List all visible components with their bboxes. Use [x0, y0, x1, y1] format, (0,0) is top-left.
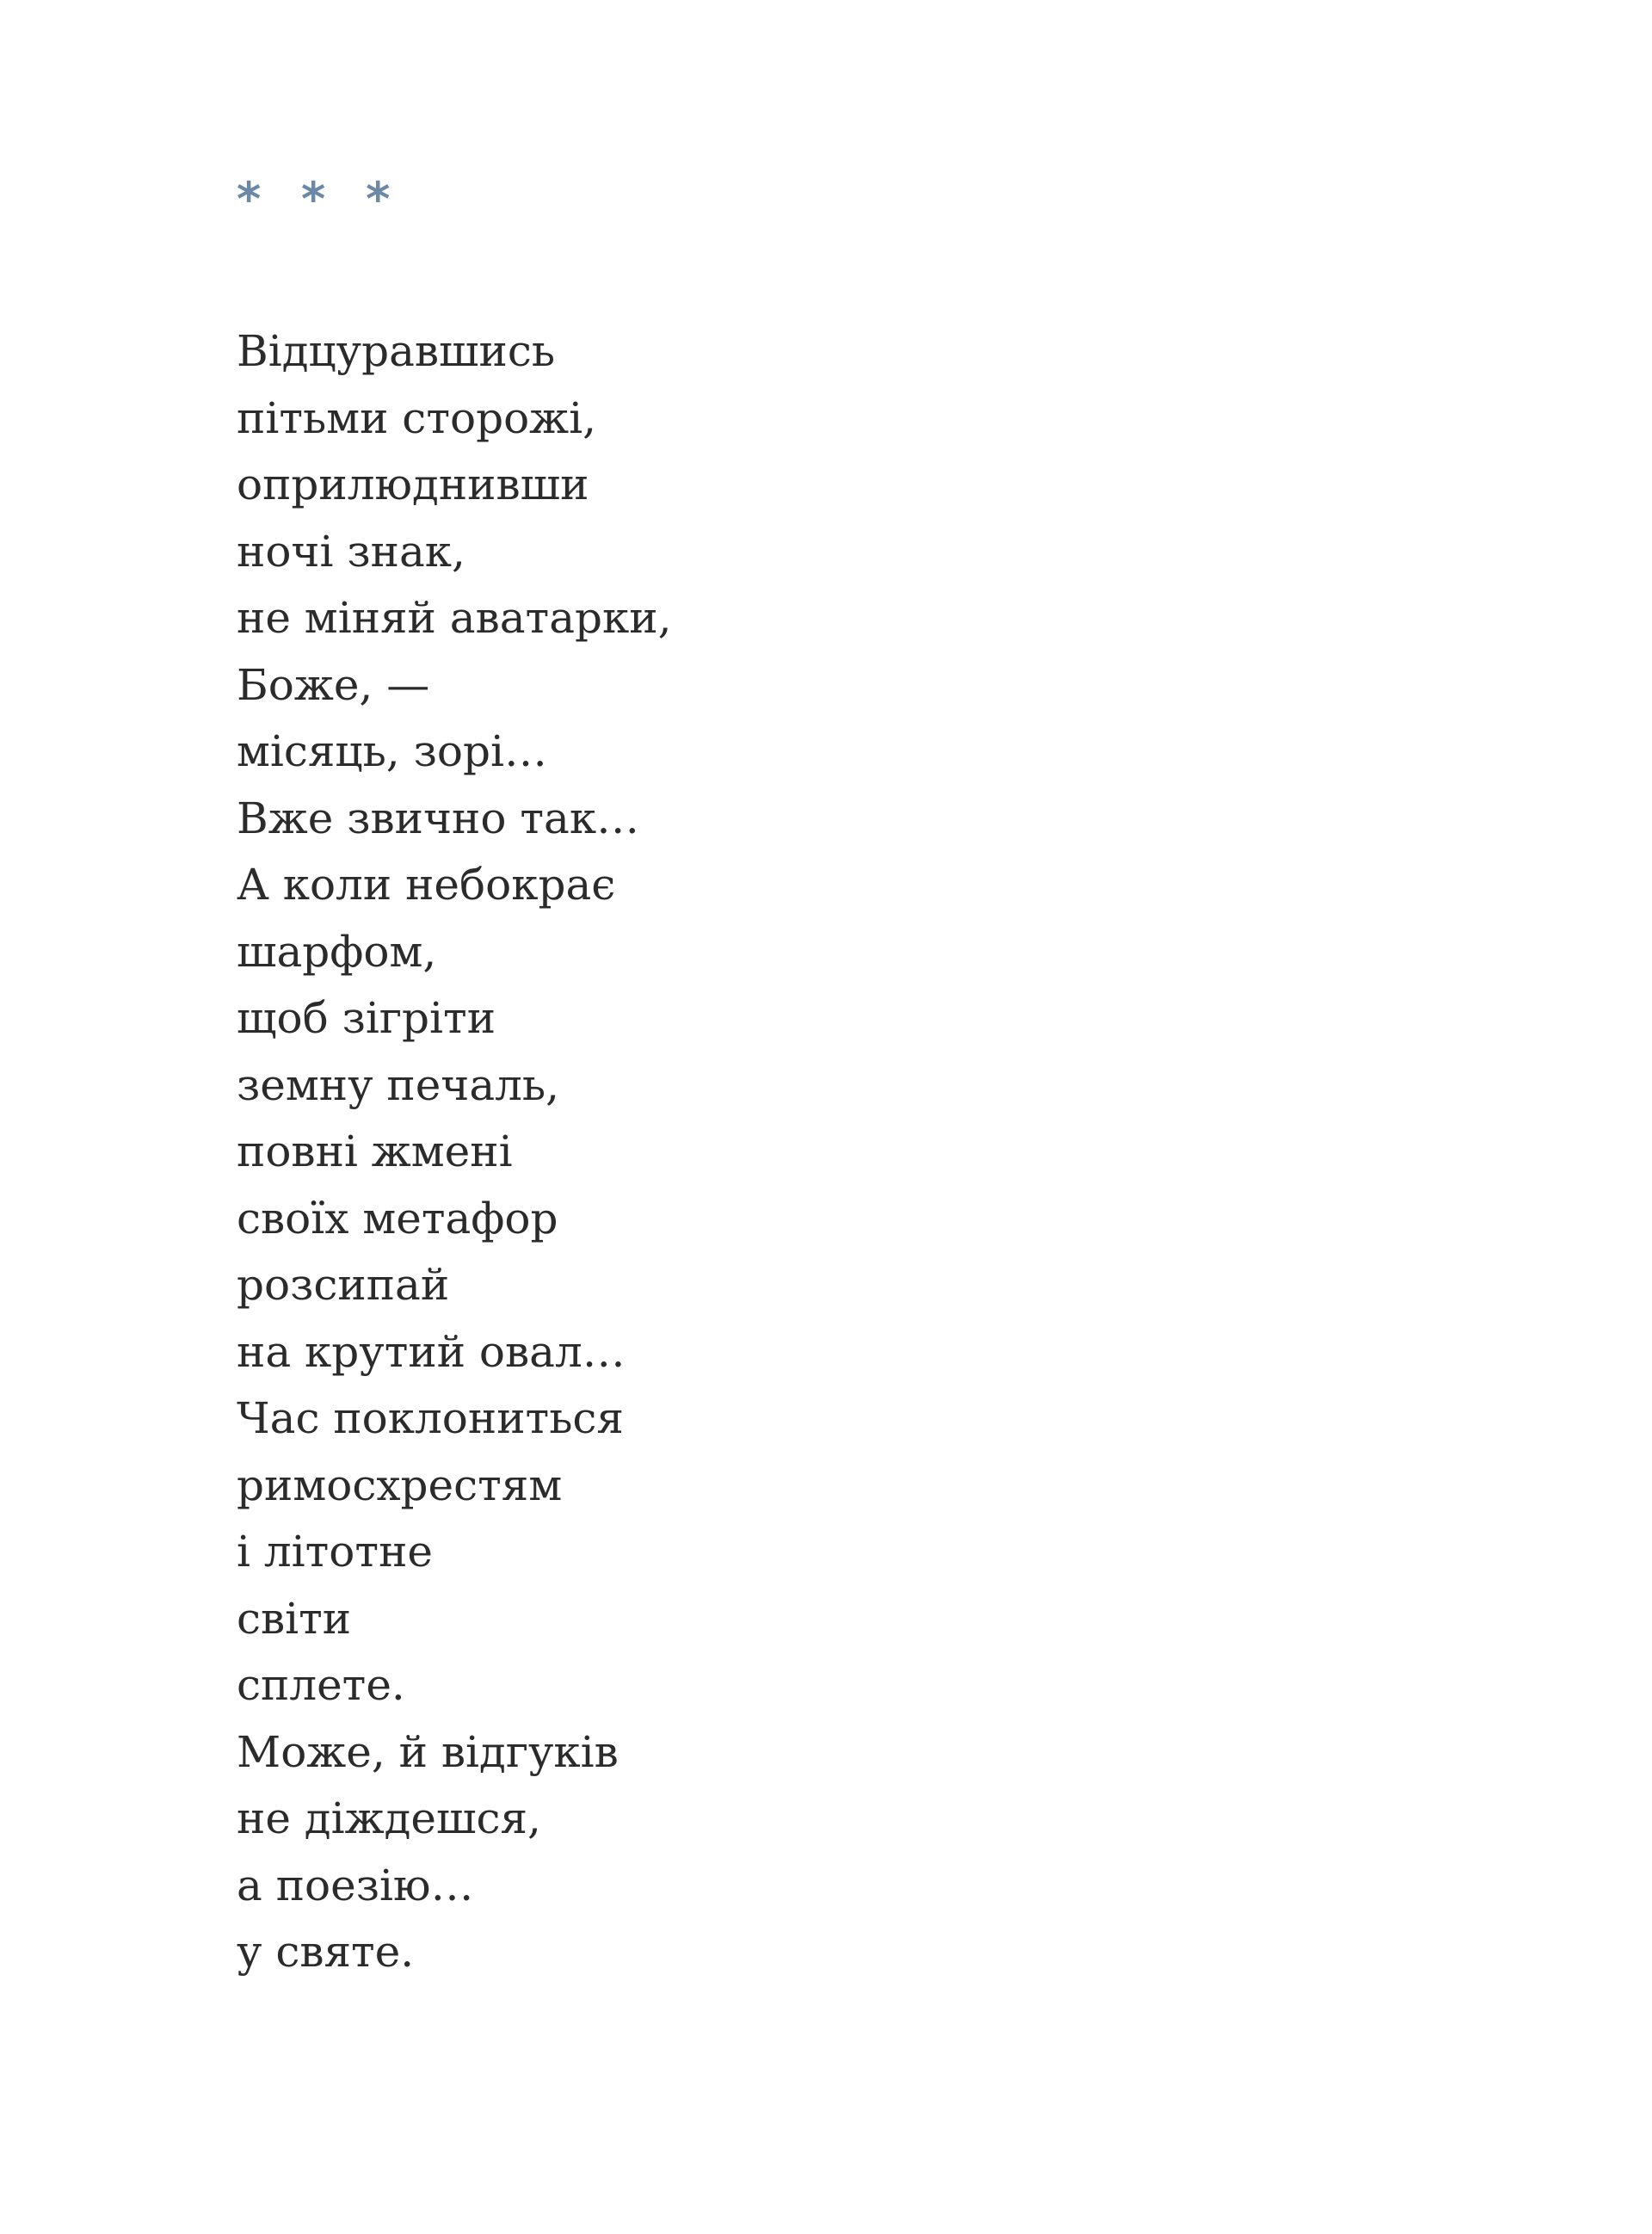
poem-line: не міняй аватарки, [237, 593, 672, 643]
poem-body [237, 318, 672, 1986]
poem-line: Відцуравшись [237, 326, 556, 376]
poem-line: щоб зігріти [237, 993, 496, 1043]
poem-line: пітьми сторожі, [237, 392, 597, 443]
poem-line: сплете. [237, 1660, 405, 1710]
poem-line: римосхрестям [237, 1460, 563, 1510]
poem-line: місяць, зорі… [237, 726, 547, 776]
poem-line: повні жмені [237, 1126, 513, 1176]
poem-line: Може, й відгуків [237, 1726, 619, 1777]
poem-line: оприлюднивши [237, 460, 589, 509]
poem-line: шарфом, [237, 926, 437, 977]
poem-line: розсипай [237, 1260, 450, 1310]
poem-line: на крутий овал… [237, 1326, 626, 1377]
poem-line: ночі знак, [237, 526, 465, 577]
poem-line: Час поклониться [237, 1393, 624, 1443]
poem-line: своїх метафор [237, 1193, 558, 1244]
poem-line: і літотне [237, 1527, 433, 1577]
poem-line: Боже, — [237, 659, 430, 710]
poem-line: не діждешся, [237, 1793, 541, 1843]
poem-line: Вже звично так… [237, 793, 640, 843]
poem-line: у святе. [237, 1927, 415, 1977]
poem-line: земну печаль, [237, 1059, 560, 1110]
poem-line: А коли небокрає [237, 860, 616, 910]
section-ornament: * * * [237, 172, 403, 226]
poem-line: а поезію… [237, 1860, 474, 1910]
poem-line: світи [237, 1593, 352, 1644]
